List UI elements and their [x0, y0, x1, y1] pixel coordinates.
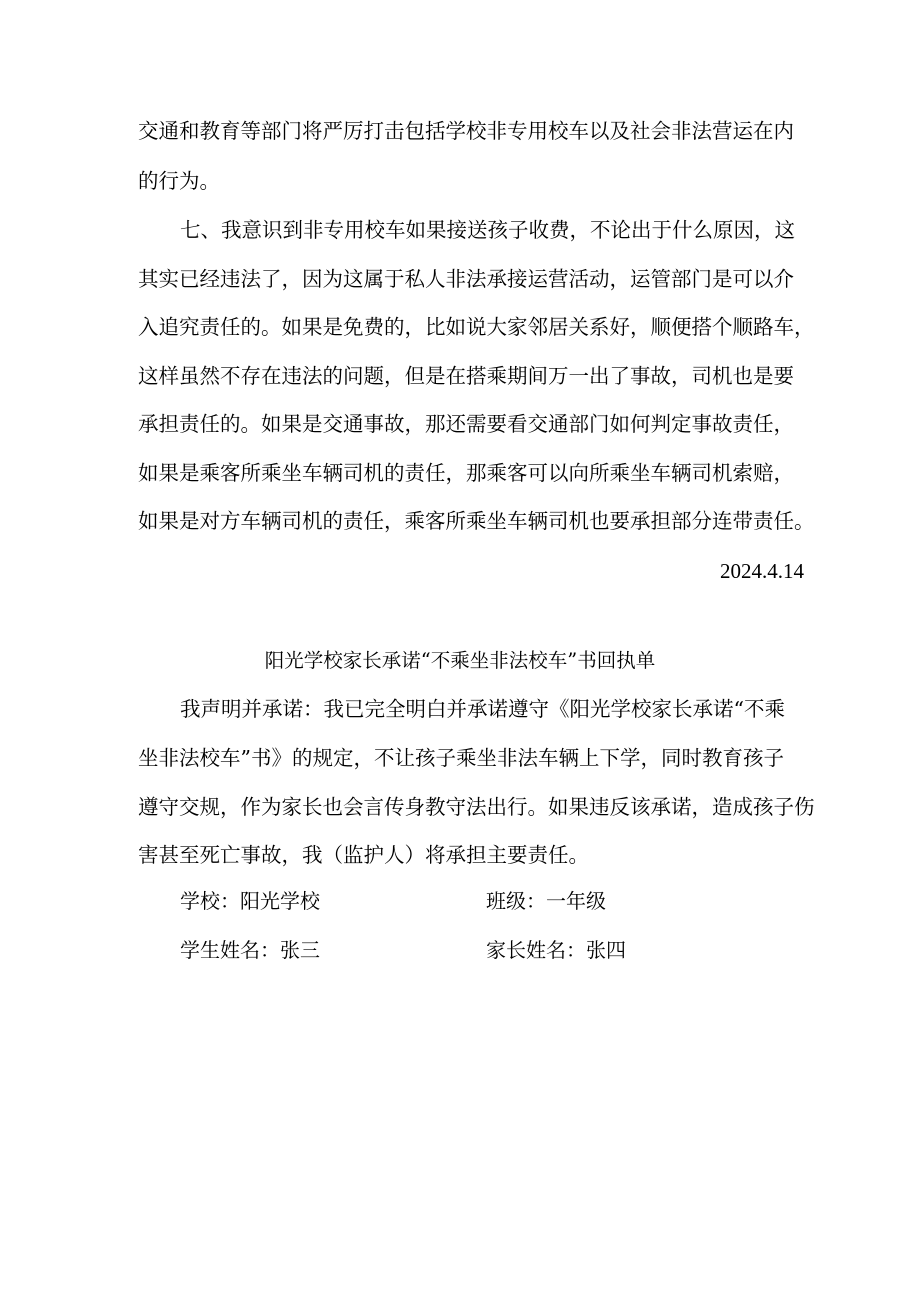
section-seven-line: 如果是对方车辆司机的责任，乘客所乘坐车辆司机也要承担部分连带责任。 — [138, 509, 815, 533]
section-seven-line: 其实已经违法了，因为这属于私人非法承接运营活动，运管部门是可以介 — [138, 267, 794, 291]
declaration-line: 遵守交规，作为家长也会言传身教守法出行。如果违反该承诺，造成孩子伤 — [138, 795, 815, 819]
declaration-line: 害甚至死亡事故，我（监护人）将承担主要责任。 — [138, 843, 589, 867]
school-field: 学校：阳光学校 — [180, 889, 320, 913]
declaration-line: 坐非法校车”书》的规定，不让孩子乘坐非法车辆上下学，同时教育孩子 — [138, 746, 784, 770]
class-field: 班级：一年级 — [486, 889, 606, 913]
student-name-field: 学生姓名：张三 — [180, 938, 320, 962]
declaration-line: 我声明并承诺：我已完全明白并承诺遵守《阳光学校家长承诺“不乘 — [180, 697, 785, 721]
section-seven-line: 这样虽然不存在违法的问题，但是在搭乘期间万一出了事故，司机也是要 — [138, 364, 794, 388]
receipt-title: 阳光学校家长承诺“不乘坐非法校车”书回执单 — [264, 649, 656, 672]
section-seven-line: 入追究责任的。如果是免费的，比如说大家邻居关系好，顺便搭个顺路车， — [138, 315, 815, 339]
section-seven-line: 承担责任的。如果是交通事故，那还需要看交通部门如何判定事故责任， — [138, 412, 794, 436]
parent-name-field: 家长姓名：张四 — [486, 938, 626, 962]
document-date: 2024.4.14 — [720, 559, 804, 583]
section-seven-line: 七、我意识到非专用校车如果接送孩子收费，不论出于什么原因，这 — [180, 218, 795, 242]
section-seven-line: 如果是乘客所乘坐车辆司机的责任，那乘客可以向所乘坐车辆司机索赔， — [138, 461, 794, 485]
paragraph-line: 的行为。 — [138, 169, 220, 193]
paragraph-line: 交通和教育等部门将严厉打击包括学校非专用校车以及社会非法营运在内 — [138, 119, 794, 143]
